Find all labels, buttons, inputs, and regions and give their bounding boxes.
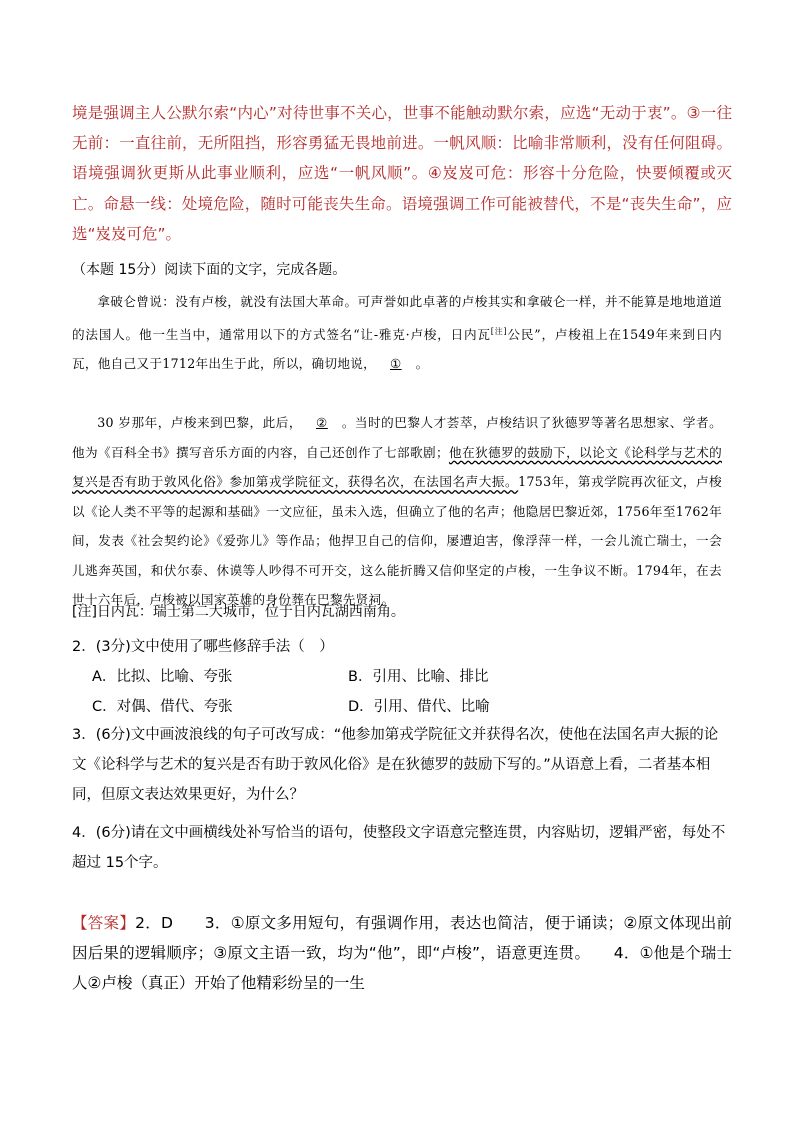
footnote: [注]日内瓦：瑞士第二大城市，位于日内瓦湖西南角。 (72, 604, 405, 620)
passage-text: 1753年，第戎学院再次征文，卢梭以《论人类不平等的起源和基础》一文应征，虽未入选，但确立了他的名声；他隐居巴黎近郊，1756年至1762年间，发表《社会契约论》《爱弥儿》等作品；他捍卫自己的信仰，屡遭迫害，像浮萍一样，一会儿流亡瑞士，一会儿逃奔英国，和伏尔泰、休谟等人吵得不可开交，这么能折腾又信仰坚定的卢梭，一生争议不断。1794年，在去世十六年后，卢梭被以国家英雄的身份葬在巴黎先贤祠。 (72, 474, 722, 607)
option-d: D．引用、借代、比喻 (348, 699, 490, 715)
passage-text: 。当时的巴黎人才荟萃，卢梭结识了狄德罗等著名思想家、学者。他为《百科全书》撰写音乐方面的内容，自己还创作了七部歌剧； (72, 415, 722, 460)
question-2-stem: 2．(3分)文中使用了哪些修辞手法（ ） (72, 639, 334, 655)
option-b: B．引用、比喻、排比 (348, 669, 489, 685)
note-marker: [注] (490, 326, 507, 336)
passage-text: 公民”，卢梭祖上在1549年来到日内瓦，他自己又于1712年出生于此，所以，确切地说， (72, 326, 722, 372)
answer-label: 【答案】 (72, 914, 136, 932)
answer-block (72, 908, 732, 998)
question-4: 4．(6分)请在文中画横线处补写恰当的语句，使整段文字语意完整连贯，内容贴切，逻辑严密，每处不超过 15个字。 (72, 825, 726, 871)
previous-answer-text: 境是强调主人公默尔索“内心”对待世事不关心，世事不能触动默尔索，应选“无动于衷”。③一往无前：一直往前，无所阻挡，形容勇猛无畏地前进。一帆风顺：比喻非常顺利，没有任何阻碍。语境强调狄更斯从此事业顺利，应选“一帆风顺”。④岌岌可危：形容十分危险，快要倾覆或灭亡。命悬一线：处境危险，随时可能丧失生命。语境强调工作可能被替代，不是“丧失生命”，应选“岌岌可危”。 (72, 104, 732, 243)
section-intro: （本题 15分）阅读下面的文字，完成各题。 (72, 262, 347, 278)
passage-text: 。 (415, 356, 429, 372)
wavy-underlined-sentence: 他在狄德罗的鼓励下，以论文《论科学与艺术的复兴是否有助于敦风化俗》参加第戎学院征文，获得名次，在法国名声大振。 (72, 444, 722, 489)
option-a: A．比拟、比喻、夸张 (92, 669, 233, 685)
option-c: C．对偶、借代、夸张 (92, 699, 233, 715)
answer-text: 2．D 3．①原文多用短句，有强调作用，表达也简洁，便于诵读；②原文体现出前因后果的逻辑顺序；③原文主语一致，均为“他”，即“卢梭”，语意更连贯。 4．①他是个瑞士人②卢梭（真正）开始了他精彩纷呈的一生 (72, 914, 732, 992)
passage-paragraph-1 (72, 287, 722, 379)
passage-text: 30 岁那年，卢梭来到巴黎，此后， (97, 415, 302, 430)
passage-text: 拿破仑曾说：没有卢梭，就没有法国大革命。可声誉如此卓著的卢梭其实和拿破仑一样，并不能算是地地道道的法国人。他一生当中，通常用以下的方式签名“让-雅克·卢梭，日内瓦 (72, 294, 722, 342)
question-3: 3．(6分)文中画波浪线的句子可改写成：“他参加第戎学院征文并获得名次，使他在法国名声大振的论文《论科学与艺术的复兴是否有助于敦风化俗》是在狄德罗的鼓励下写的。”从语意上看，二者基本相同，但原文表达效果更好，为什么？ (72, 727, 719, 803)
blank-2: ② (315, 415, 328, 430)
blank-1: ① (390, 356, 402, 372)
passage-paragraph-2 (72, 408, 722, 615)
